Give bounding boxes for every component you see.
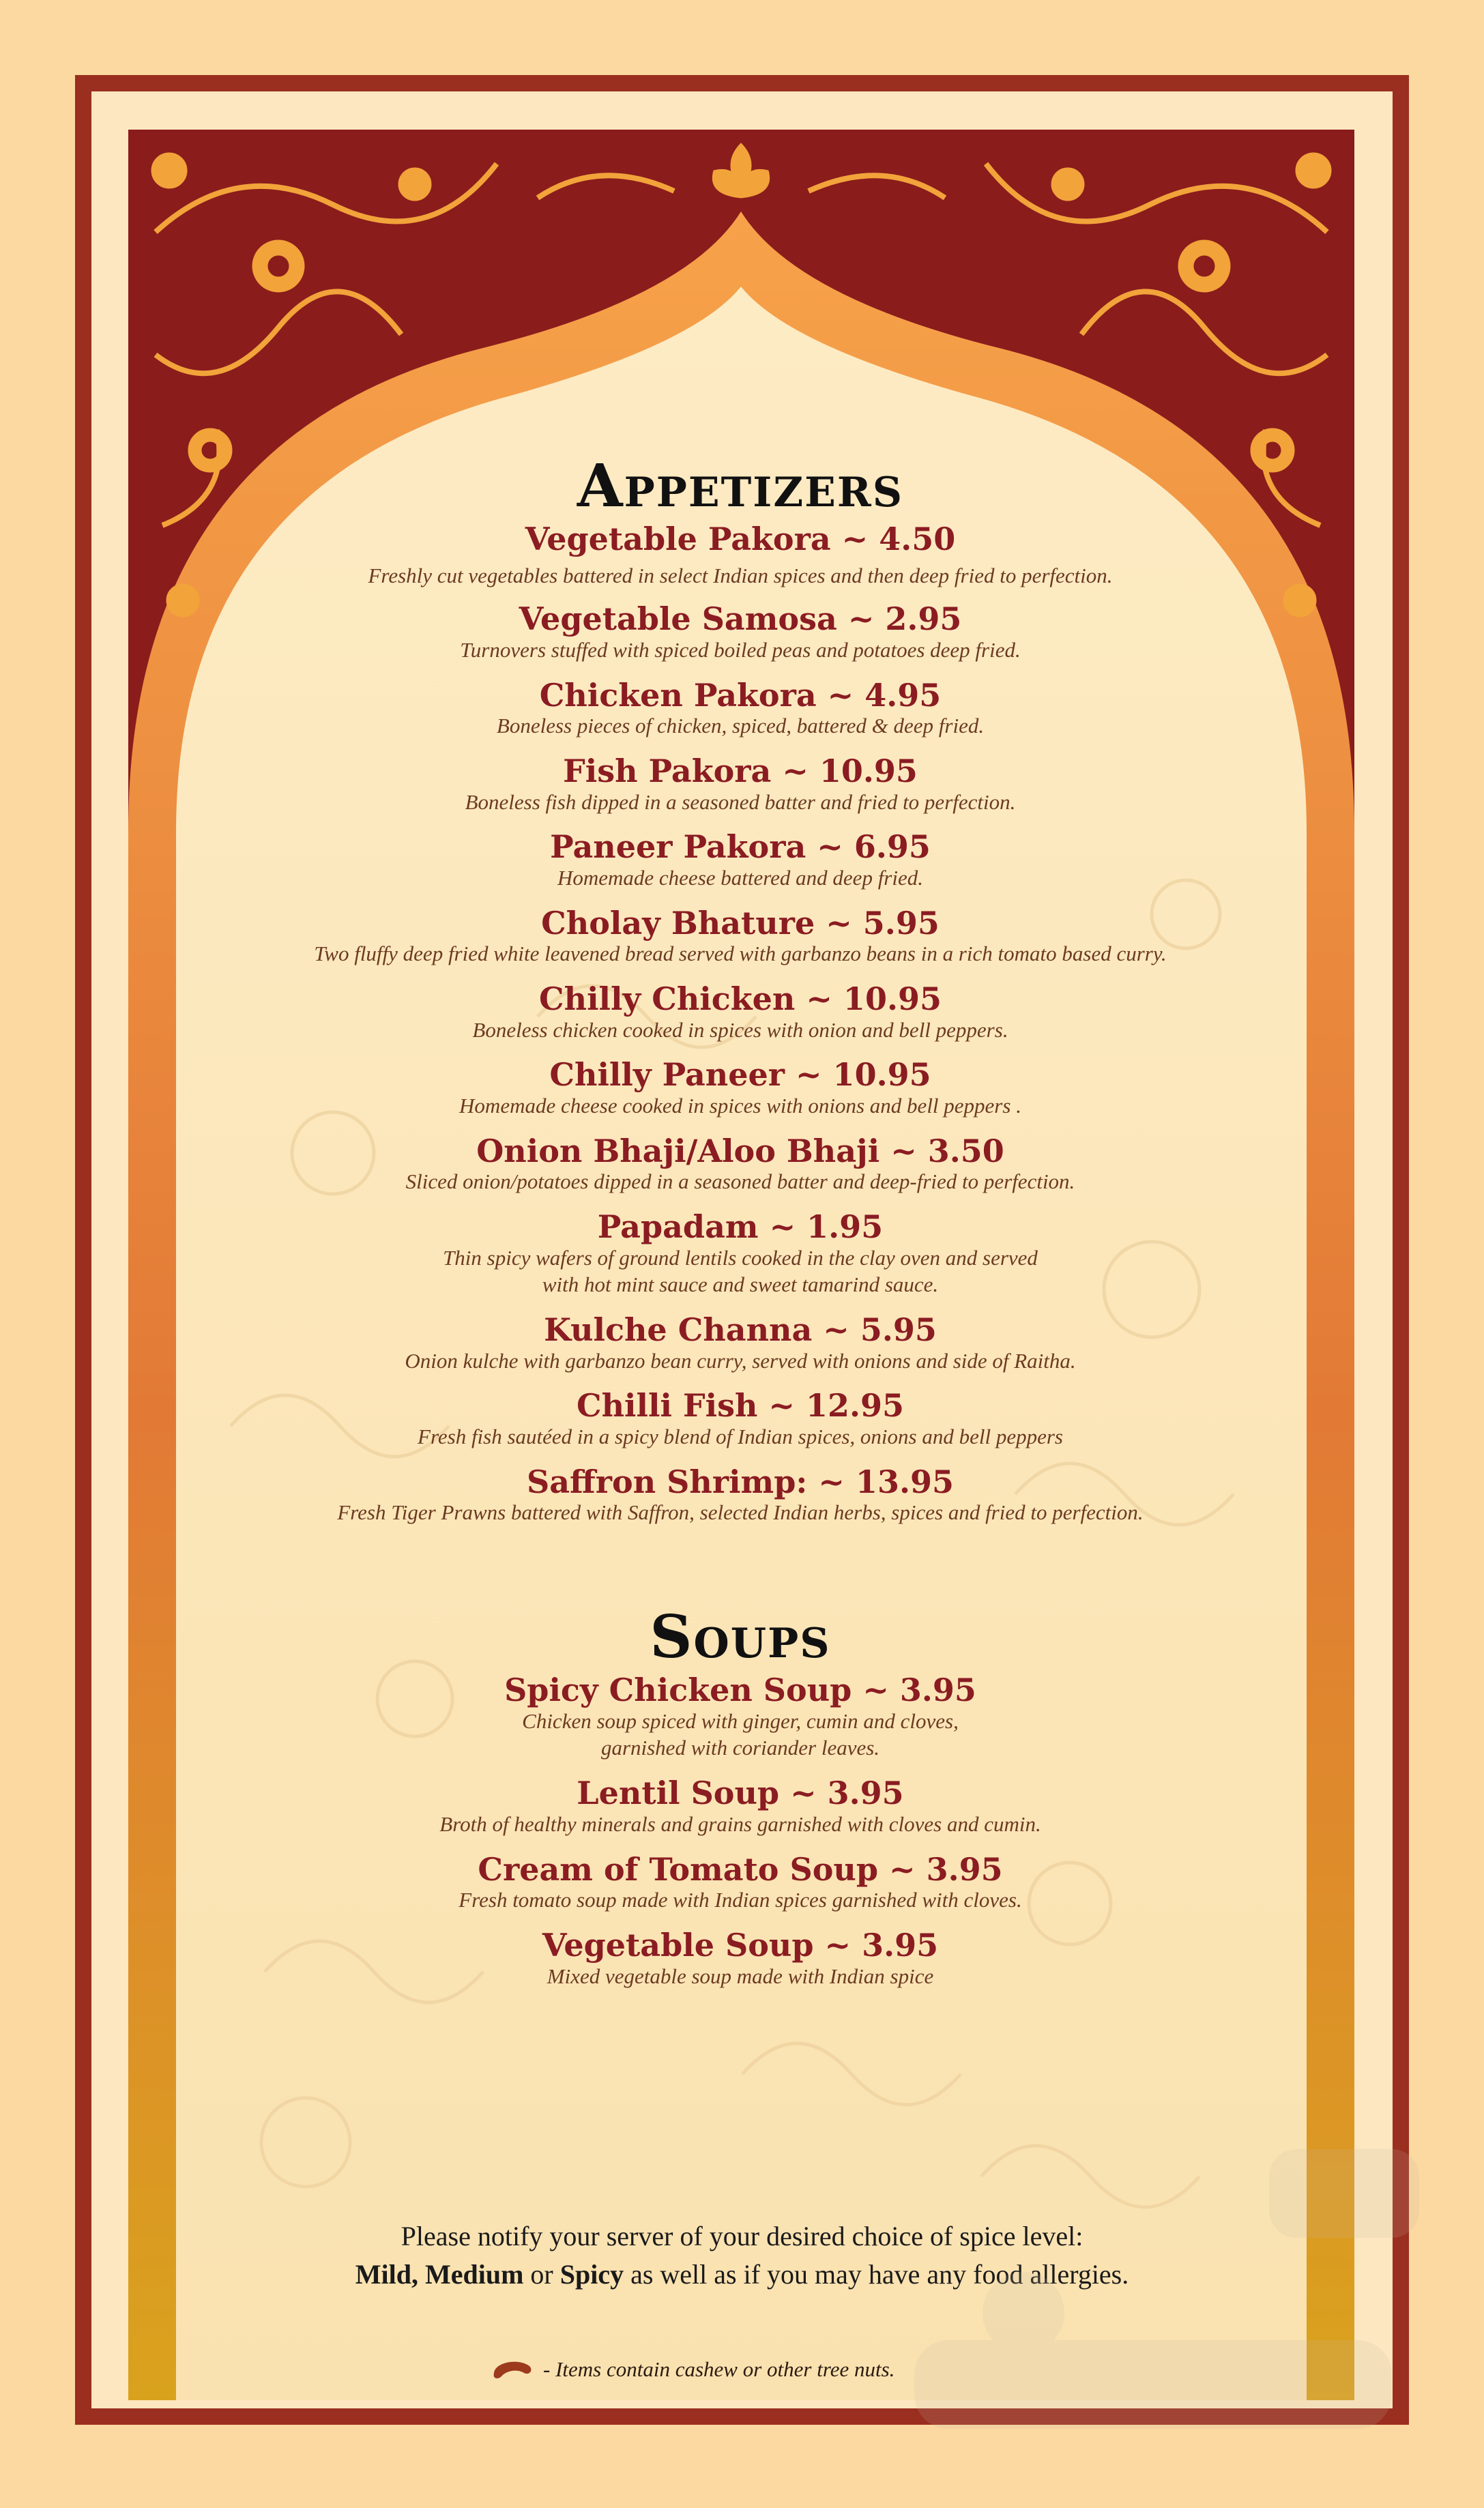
menu-item-name: Vegetable Soup ~ 3.95	[542, 1926, 939, 1964]
menu-item-name: Lentil Soup ~ 3.95	[577, 1775, 904, 1812]
menu-item-name: Cholay Bhature ~ 5.95	[541, 904, 940, 942]
menu-item	[232, 1210, 1249, 1298]
menu-item	[232, 1132, 1249, 1195]
menu-item-name: Spicy Chicken Soup ~ 3.95	[504, 1672, 976, 1709]
menu-item-description: Mixed vegetable soup made with Indian spice	[547, 1964, 934, 1988]
menu-item	[232, 982, 1249, 1043]
menu-item-description: Fresh fish sautéed in a spicy blend of Indian spices, onions and bell peppers	[418, 1425, 1063, 1449]
menu-item-name: Fish Pakora ~ 10.95	[563, 753, 918, 790]
menu-item-name: Vegetable Pakora ~ 4.50	[525, 521, 956, 557]
menu-item-name: Cream of Tomato Soup ~ 3.95	[478, 1850, 1003, 1888]
menu-item-description: Fresh tomato soup made with Indian spices garnished with cloves.	[459, 1888, 1022, 1912]
menu-item	[232, 1058, 1249, 1119]
menu-item-name: Chilly Chicken ~ 10.95	[539, 980, 942, 1018]
menu-item	[232, 904, 1249, 967]
menu-item	[232, 1674, 1249, 1762]
menu-item	[232, 676, 1249, 740]
menu-item	[232, 1463, 1249, 1526]
menu-item	[232, 1850, 1249, 1914]
notice-or: or	[530, 2259, 553, 2290]
menu-item-description: Fresh Tiger Prawns battered with Saffron, selected Indian herbs, spices and fried to perfection.	[337, 1500, 1144, 1525]
menu-item-description: Homemade cheese battered and deep fried.	[557, 866, 923, 890]
menu-item	[232, 830, 1249, 891]
menu-item	[232, 1926, 1249, 1989]
menu-item	[232, 523, 1249, 589]
menu-item-description: Sliced onion/potatoes dipped in a seasoned batter and deep-fried to perfection.	[405, 1169, 1075, 1194]
menu-item	[232, 1777, 1249, 1837]
menu-item	[232, 602, 1249, 663]
menu-item-description: Two fluffy deep fried white leavened bread served with garbanzo beans in a rich tomato based curry.	[314, 942, 1167, 966]
menu-item-name: Chilli Fish ~ 12.95	[576, 1387, 905, 1425]
menu-item-description: Freshly cut vegetables battered in select Indian spices and then deep fried to perfection.	[368, 563, 1113, 587]
notice-line-1: Please notify your server of your desired choice of spice level:	[401, 2221, 1083, 2251]
menu-content	[232, 452, 1249, 1989]
menu-item-description: Boneless pieces of chicken, spiced, battered & deep fried.	[496, 714, 985, 738]
notice-mild: Mild,	[355, 2259, 418, 2290]
menu-item-name: Onion Bhaji/Aloo Bhaji ~ 3.50	[476, 1132, 1004, 1169]
menu-item-name: Chicken Pakora ~ 4.95	[539, 676, 942, 714]
menu-item-description: Chicken soup spiced with ginger, cumin and cloves, garnished with coriander leaves.	[522, 1708, 959, 1760]
menu-item	[232, 1313, 1249, 1374]
menu-item-name: Vegetable Samosa ~ 2.95	[519, 600, 962, 638]
menu-item	[232, 1389, 1249, 1450]
menu-item-description: Turnovers stuffed with spiced boiled peas and potatoes deep fried.	[460, 638, 1021, 662]
menu-watermark-icon	[887, 2135, 1446, 2449]
menu-item-description: Boneless fish dipped in a seasoned batter and fried to perfection.	[465, 789, 1016, 814]
section-heading-soups: Soups	[650, 1603, 831, 1672]
menu-item-name: Saffron Shrimp: ~ 13.95	[527, 1463, 954, 1500]
notice-rest: as well as if you may have any food allergies.	[630, 2259, 1129, 2290]
menu-item-description: Homemade cheese cooked in spices with onions and bell peppers .	[459, 1094, 1021, 1118]
menu-item-name: Chilly Paneer ~ 10.95	[549, 1056, 931, 1094]
menu-item-description: Thin spicy wafers of ground lentils cooked in the clay oven and served with hot mint sauce and sweet tamarind sauce.	[443, 1245, 1038, 1297]
menu-item-name: Paneer Pakora ~ 6.95	[550, 828, 931, 866]
cashew-nut-icon	[491, 2358, 534, 2381]
footnote-text: - Items contain cashew or other tree nuts.	[543, 2357, 895, 2381]
notice-spicy: Spicy	[559, 2259, 624, 2290]
menu-item-name: Kulche Channa ~ 5.95	[544, 1311, 937, 1349]
section-heading-appetizers: Appetizers	[577, 452, 904, 521]
menu-item-description: Broth of healthy minerals and grains garnished with cloves and cumin.	[439, 1811, 1041, 1836]
menu-item-description: Boneless chicken cooked in spices with onion and bell peppers.	[472, 1017, 1008, 1042]
notice-medium: Medium	[424, 2259, 524, 2290]
menu-item	[232, 755, 1249, 815]
menu-item-name: Papadam ~ 1.95	[597, 1208, 884, 1246]
menu-item-description: Onion kulche with garbanzo bean curry, served with onions and side of Raitha.	[405, 1348, 1076, 1373]
